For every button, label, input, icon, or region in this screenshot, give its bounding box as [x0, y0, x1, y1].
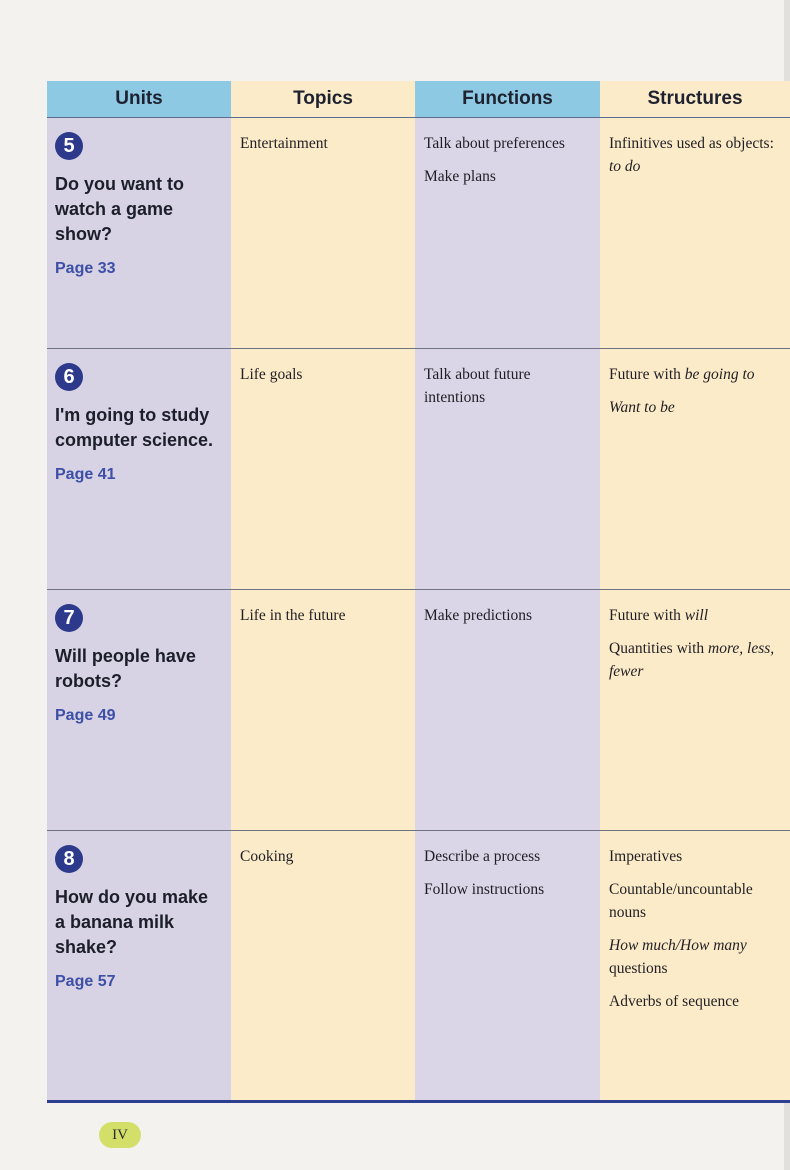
structures-cell	[600, 349, 790, 590]
structure-item	[609, 363, 782, 386]
topic-cell	[231, 590, 415, 831]
structures-cell	[600, 831, 790, 1104]
header-structures: Structures	[600, 81, 790, 118]
topic-text: Cooking	[240, 848, 294, 865]
function-item: Make plans	[424, 168, 496, 185]
structures-cell	[600, 118, 790, 349]
structure-text: Infinitives used as objects:	[609, 135, 774, 152]
unit-row-7	[47, 590, 790, 831]
unit-page-link[interactable]: Page 57	[55, 973, 116, 990]
unit-title: Do you want to watch a game show?	[55, 174, 184, 244]
topic-cell	[231, 349, 415, 590]
page-number: IV	[99, 1122, 141, 1148]
header-functions: Functions	[415, 81, 600, 118]
header-topics: Topics	[231, 81, 415, 118]
unit-title: I'm going to study computer science.	[55, 405, 214, 450]
function-item: Describe a process	[424, 848, 541, 865]
function-item: Talk about preferences	[424, 135, 565, 152]
topic-cell	[231, 831, 415, 1104]
unit-cell	[47, 118, 231, 349]
unit-number-badge: 6	[55, 363, 83, 391]
unit-row-6	[47, 349, 790, 590]
functions-cell	[415, 118, 600, 349]
structure-item: Countable/uncountable nouns	[609, 881, 753, 921]
structure-item	[609, 604, 782, 627]
function-item: Follow instructions	[424, 881, 545, 898]
unit-row-8	[47, 831, 790, 1104]
unit-cell	[47, 590, 231, 831]
unit-cell	[47, 349, 231, 590]
structure-item	[609, 637, 782, 683]
unit-number-badge: 8	[55, 845, 83, 873]
structure-text: questions	[609, 960, 668, 977]
structure-item: Imperatives	[609, 848, 683, 865]
structure-item	[609, 934, 782, 980]
header-row	[47, 81, 790, 118]
structure-text: Future with	[609, 607, 685, 624]
unit-title: Will people have robots?	[55, 646, 196, 691]
structure-text: Quantities with	[609, 640, 709, 657]
header-units: Units	[47, 81, 231, 118]
functions-cell	[415, 831, 600, 1104]
topic-text: Entertainment	[240, 135, 328, 152]
unit-row-5	[47, 118, 790, 349]
unit-number-badge: 5	[55, 132, 83, 160]
unit-cell	[47, 831, 231, 1104]
structures-cell	[600, 590, 790, 831]
structure-item: Want to be	[609, 399, 675, 416]
functions-cell	[415, 590, 600, 831]
topic-cell	[231, 118, 415, 349]
function-item: Talk about future intentions	[424, 366, 531, 406]
topic-text: Life goals	[240, 366, 303, 383]
unit-page-link[interactable]: Page 33	[55, 260, 116, 277]
functions-cell	[415, 349, 600, 590]
bottom-rule	[47, 1100, 790, 1103]
structure-example: to do	[609, 158, 641, 175]
function-item: Make predictions	[424, 607, 533, 624]
structure-example: How much/How many	[609, 937, 747, 954]
unit-title: How do you make a banana milk shake?	[55, 887, 209, 957]
contents-table	[47, 81, 790, 1103]
unit-number-badge: 7	[55, 604, 83, 632]
unit-page-link[interactable]: Page 41	[55, 466, 116, 483]
structure-example: be going to	[684, 366, 755, 383]
structure-text: Future with	[609, 366, 685, 383]
structure-example: more, less, fewer	[609, 640, 775, 680]
topic-text: Life in the future	[240, 607, 346, 624]
structure-example: will	[684, 607, 709, 624]
unit-page-link[interactable]: Page 49	[55, 707, 116, 724]
structure-item	[609, 132, 782, 178]
structure-item: Adverbs of sequence	[609, 993, 739, 1010]
